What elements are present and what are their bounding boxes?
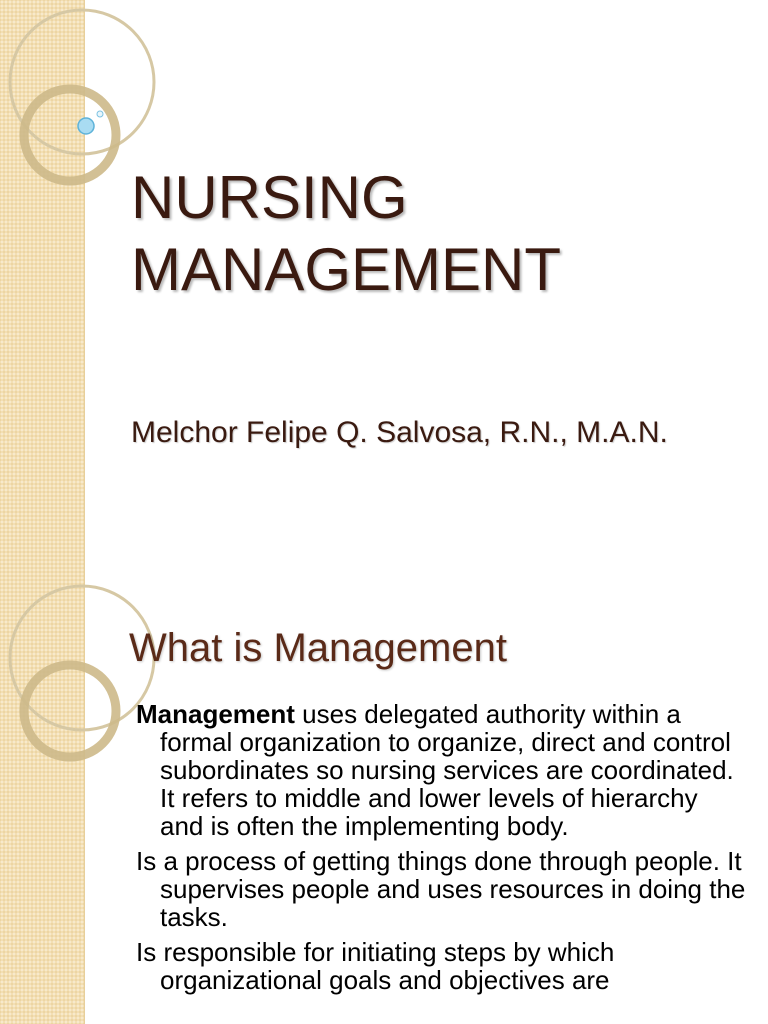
list-item [136, 700, 748, 840]
title-line-2: MANAGEMENT [131, 236, 562, 303]
list-item-text: Is a process of getting things done through people. It supervises people and uses resources in doing the tasks. [136, 846, 746, 932]
term-bold: Management [136, 699, 295, 729]
slide-title [131, 162, 561, 306]
list-item-text: Is responsible for initiating steps by which organizational goals and objectives are [136, 937, 615, 995]
small-bubble-icon [97, 111, 103, 117]
list-item-text: uses delegated authority within a formal organization to organize, direct and control subordinates so nursing services are coordinated. It refers to middle and lower levels of hierarchy and is often the implementing body. [160, 699, 734, 841]
slide-subtitle: Melchor Felipe Q. Salvosa, R.N., M.A.N. [131, 416, 668, 449]
slide-heading: What is Management [129, 626, 507, 670]
content-slide [0, 576, 768, 1024]
list-item [136, 938, 748, 994]
list-item [136, 847, 748, 931]
body-list [136, 700, 748, 1001]
side-strip [0, 0, 85, 576]
side-strip-2 [0, 576, 85, 1024]
title-line-1: NURSING [131, 164, 408, 231]
